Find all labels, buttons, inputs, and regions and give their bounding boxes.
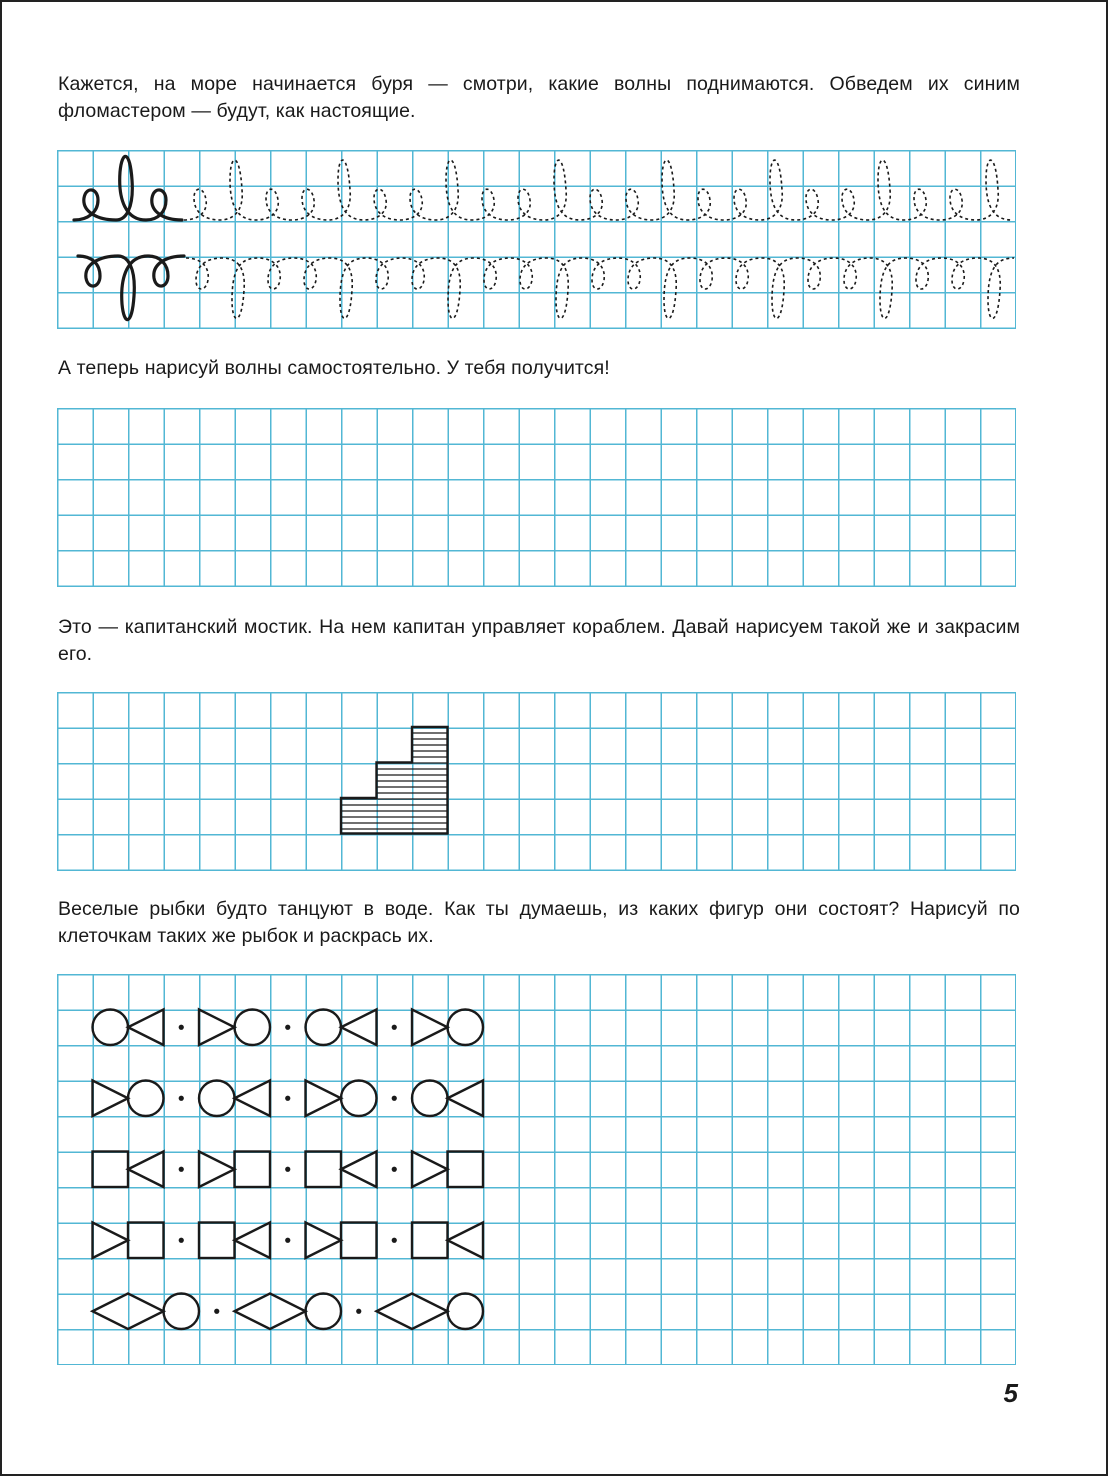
wave-row-2-trace [186, 258, 1014, 318]
fish-figures [93, 1010, 484, 1330]
circle-shape [93, 1010, 129, 1046]
separator-dot [179, 1167, 184, 1172]
square-shape [306, 1152, 342, 1188]
wave-row-1-dashed-line [184, 160, 1012, 220]
separator-dot [285, 1025, 290, 1030]
triangle-shape [235, 1081, 271, 1117]
task-4-text: Веселые рыбки будто танцуют в воде. Как ты думаешь, из каких фигур они состоят? Нарисуй по клеточкам таких же рыбок и раскрась их. [58, 898, 1020, 947]
task-1-text: Кажется, на море начинается буря — смотри, какие волны поднимаются. Обведем их синим фломастером — будут, как настоящие. [58, 73, 1020, 122]
separator-dot [214, 1309, 219, 1314]
separator-dot [179, 1096, 184, 1101]
separator-dot [392, 1238, 397, 1243]
triangle-shape [412, 1152, 448, 1188]
square-shape [341, 1223, 377, 1259]
circle-shape [199, 1081, 235, 1117]
wave-row-1-trace [184, 160, 1012, 220]
circle-shape [128, 1081, 164, 1117]
circle-shape [306, 1010, 342, 1046]
wave-row-2-sample [78, 256, 184, 320]
triangle-shape [341, 1010, 377, 1046]
triangle-shape [235, 1223, 271, 1259]
separator-dot [179, 1238, 184, 1243]
circle-shape [306, 1294, 342, 1330]
square-shape [448, 1152, 484, 1188]
square-shape [235, 1152, 271, 1188]
triangle-shape [306, 1081, 342, 1117]
triangle-shape [412, 1010, 448, 1046]
square-shape [128, 1223, 164, 1259]
separator-dot [179, 1025, 184, 1030]
circle-shape [235, 1010, 271, 1046]
separator-dot [392, 1167, 397, 1172]
rhombus-shape [93, 1294, 164, 1330]
square-shape [93, 1152, 129, 1188]
circle-shape [164, 1294, 200, 1330]
captain-bridge-figure [341, 727, 448, 834]
triangle-shape [93, 1081, 129, 1117]
separator-dot [392, 1096, 397, 1101]
triangle-shape [448, 1081, 484, 1117]
wave-row-1-sample [74, 156, 182, 220]
separator-dot [285, 1238, 290, 1243]
circle-shape [448, 1010, 484, 1046]
separator-dot [285, 1167, 290, 1172]
task-3-text: Это — капитанский мостик. На нем капитан управляет кораблем. Давай нарисуем такой же и закрасим его. [58, 616, 1020, 665]
triangle-shape [199, 1152, 235, 1188]
circle-shape [412, 1081, 448, 1117]
triangle-shape [128, 1152, 164, 1188]
separator-dot [356, 1309, 361, 1314]
triangle-shape [448, 1223, 484, 1259]
circle-shape [448, 1294, 484, 1330]
square-shape [199, 1223, 235, 1259]
square-shape [412, 1223, 448, 1259]
separator-dot [285, 1096, 290, 1101]
rhombus-shape [235, 1294, 306, 1330]
task-2-text: А теперь нарисуй волны самостоятельно. У тебя получится! [58, 357, 610, 379]
wave-row-2-dashed-line [186, 258, 1014, 318]
page-number: 5 [1003, 1378, 1018, 1408]
triangle-shape [128, 1010, 164, 1046]
separator-dot [392, 1025, 397, 1030]
triangle-shape [306, 1223, 342, 1259]
triangle-shape [93, 1223, 129, 1259]
triangle-shape [341, 1152, 377, 1188]
circle-shape [341, 1081, 377, 1117]
triangle-shape [199, 1010, 235, 1046]
rhombus-shape [377, 1294, 448, 1330]
